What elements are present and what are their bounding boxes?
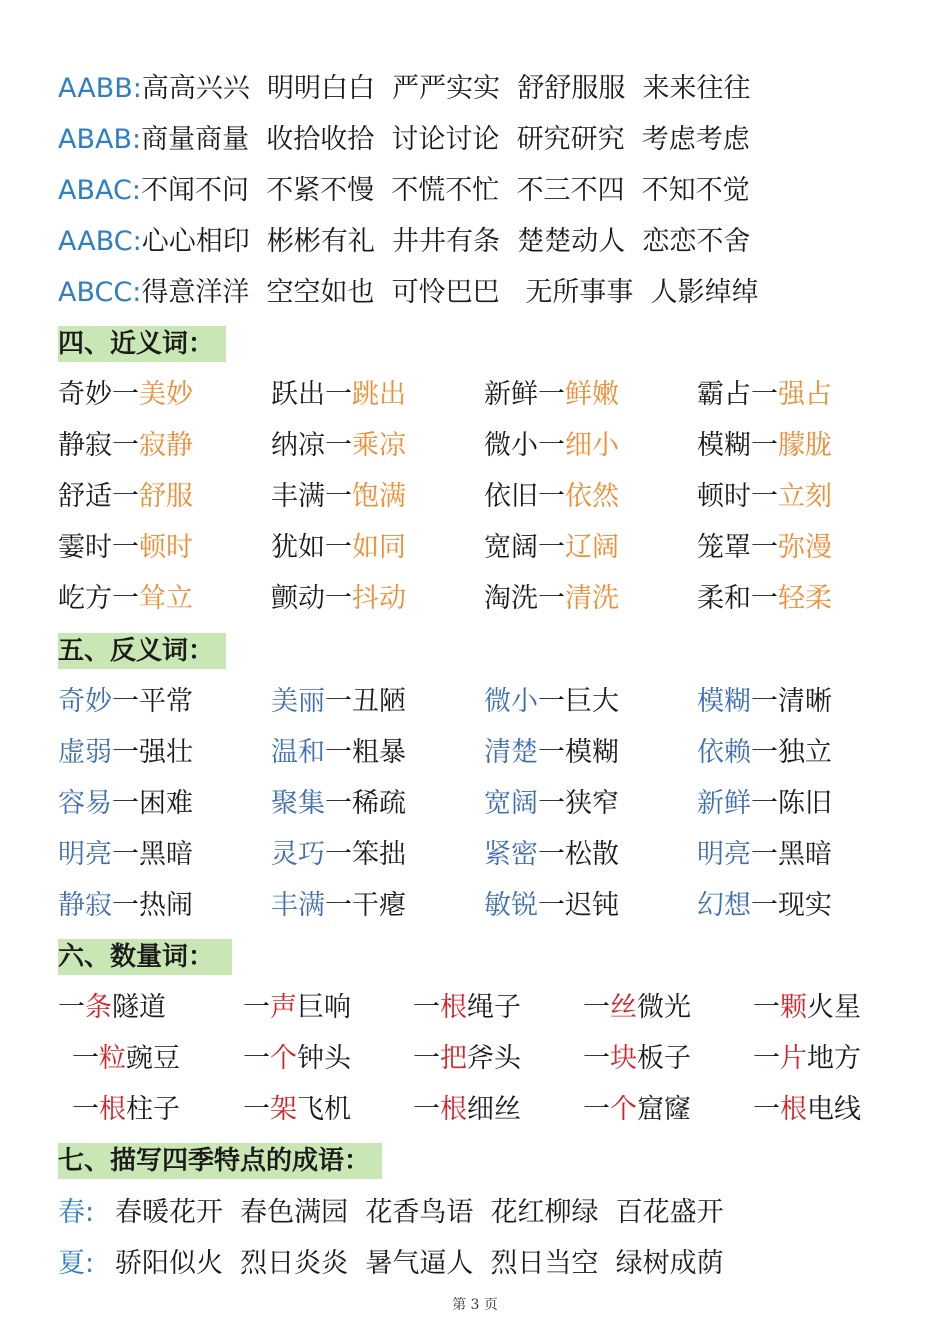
measure-word: 片 (780, 1043, 807, 1074)
measure-word: 粒 (99, 1043, 126, 1074)
antonym-pair (58, 735, 193, 771)
synonym-word: 新鲜一 (484, 379, 565, 410)
section-heading-antonyms: 五、反义词： (58, 633, 226, 669)
measure-noun: 钟头 (297, 1043, 351, 1074)
synonym-word: 宽阔一 (484, 532, 565, 563)
antonym-answer: 一迟钝 (538, 890, 619, 921)
antonym-word: 宽阔 (484, 788, 538, 819)
measure-prefix: 一 (753, 1094, 780, 1125)
synonym-pair (484, 581, 619, 617)
antonym-pair (484, 837, 619, 873)
measure-phrase (413, 990, 521, 1026)
antonym-row (0, 735, 950, 771)
synonym-pair (58, 530, 193, 566)
pattern-label: AABC: (58, 226, 142, 257)
synonym-pair (271, 428, 406, 464)
antonym-pair (58, 888, 193, 924)
pattern-line-abab (58, 122, 750, 158)
measure-phrase (753, 1092, 861, 1128)
pattern-text: 心心相印 彬彬有礼 井井有条 楚楚动人 恋恋不舍 (141, 226, 751, 257)
measure-word: 丝 (610, 992, 637, 1023)
measure-phrase (413, 1092, 521, 1128)
antonym-answer: 一独立 (751, 737, 832, 768)
measure-word: 个 (270, 1043, 297, 1074)
antonym-word: 温和 (271, 737, 325, 768)
measure-phrase (243, 990, 351, 1026)
pattern-text: 得意洋洋 空空如也 可怜巴巴 无所事事 人影绰绰 (141, 277, 759, 308)
pattern-label: ABAB: (58, 124, 142, 155)
antonym-pair (484, 684, 619, 720)
pattern-line-abac (58, 173, 750, 209)
antonym-word: 依赖 (697, 737, 751, 768)
season-label: 夏: (58, 1248, 95, 1279)
synonym-answer: 清洗 (565, 583, 619, 614)
synonym-answer: 朦胧 (778, 430, 832, 461)
antonym-answer: 一笨拙 (325, 839, 406, 870)
measure-prefix: 一 (583, 1094, 610, 1125)
synonym-answer: 依然 (565, 481, 619, 512)
measure-word: 根 (440, 992, 467, 1023)
synonym-word: 模糊一 (697, 430, 778, 461)
synonym-pair (484, 479, 619, 515)
measure-noun: 地方 (807, 1043, 861, 1074)
synonym-word: 丰满一 (271, 481, 352, 512)
synonym-answer: 乘凉 (352, 430, 406, 461)
antonym-pair (697, 786, 832, 822)
measure-phrase (753, 990, 861, 1026)
synonym-answer: 辽阔 (565, 532, 619, 563)
antonym-pair (271, 786, 406, 822)
synonym-pair (697, 377, 832, 413)
antonym-answer: 一陈旧 (751, 788, 832, 819)
synonym-word: 依旧一 (484, 481, 565, 512)
synonym-word: 微小一 (484, 430, 565, 461)
measure-noun: 绳子 (467, 992, 521, 1023)
synonym-answer: 美妙 (139, 379, 193, 410)
antonym-word: 虚弱 (58, 737, 112, 768)
measure-row (0, 990, 950, 1026)
synonym-row (0, 428, 950, 464)
synonym-answer: 如同 (352, 532, 406, 563)
synonym-pair (58, 581, 193, 617)
synonym-answer: 轻柔 (778, 583, 832, 614)
synonym-answer: 强占 (778, 379, 832, 410)
antonym-word: 敏锐 (484, 890, 538, 921)
measure-prefix: 一 (583, 992, 610, 1023)
antonym-answer: 一干瘪 (325, 890, 406, 921)
measure-word: 颗 (780, 992, 807, 1023)
measure-prefix: 一 (583, 1043, 610, 1074)
measure-word: 条 (85, 992, 112, 1023)
synonym-answer: 寂静 (139, 430, 193, 461)
antonym-answer: 一模糊 (538, 737, 619, 768)
synonym-row (0, 581, 950, 617)
measure-noun: 火星 (807, 992, 861, 1023)
synonym-answer: 舒服 (139, 481, 193, 512)
antonym-row (0, 684, 950, 720)
synonym-row (0, 479, 950, 515)
antonym-word: 灵巧 (271, 839, 325, 870)
measure-noun: 微光 (637, 992, 691, 1023)
synonym-row (0, 530, 950, 566)
synonym-pair (484, 377, 619, 413)
measure-phrase (583, 1092, 691, 1128)
antonym-word: 紧密 (484, 839, 538, 870)
antonym-word: 新鲜 (697, 788, 751, 819)
synonym-answer: 饱满 (352, 481, 406, 512)
measure-noun: 飞机 (297, 1094, 351, 1125)
synonym-word: 纳凉一 (271, 430, 352, 461)
antonym-word: 幻想 (697, 890, 751, 921)
synonym-pair (697, 479, 832, 515)
synonym-pair (271, 530, 406, 566)
synonym-pair (484, 530, 619, 566)
antonym-answer: 一丑陋 (325, 686, 406, 717)
measure-noun: 电线 (807, 1094, 861, 1125)
pattern-label: AABB: (58, 73, 142, 104)
antonym-pair (484, 735, 619, 771)
measure-word: 个 (610, 1094, 637, 1125)
antonym-word: 美丽 (271, 686, 325, 717)
antonym-pair (271, 684, 406, 720)
antonym-pair (697, 837, 832, 873)
season-text: 春暖花开 春色满园 花香鸟语 花红柳绿 百花盛开 (115, 1197, 724, 1228)
synonym-answer: 顿时 (139, 532, 193, 563)
measure-word: 根 (440, 1094, 467, 1125)
pattern-line-aabc (58, 224, 750, 260)
synonym-word: 笼罩一 (697, 532, 778, 563)
antonym-word: 清楚 (484, 737, 538, 768)
synonym-pair (271, 377, 406, 413)
antonym-answer: 一清晰 (751, 686, 832, 717)
measure-noun: 巨响 (297, 992, 351, 1023)
section-heading-synonyms: 四、近义词： (58, 326, 226, 362)
synonym-word: 静寂一 (58, 430, 139, 461)
synonym-word: 霎时一 (58, 532, 139, 563)
synonym-word: 犹如一 (271, 532, 352, 563)
antonym-answer: 一稀疏 (325, 788, 406, 819)
synonym-word: 霸占一 (697, 379, 778, 410)
antonym-answer: 一狭窄 (538, 788, 619, 819)
season-text: 骄阳似火 烈日炎炎 暑气逼人 烈日当空 绿树成荫 (115, 1248, 724, 1279)
measure-word: 根 (780, 1094, 807, 1125)
antonym-pair (58, 786, 193, 822)
antonym-answer: 一现实 (751, 890, 832, 921)
antonym-word: 明亮 (697, 839, 751, 870)
pattern-label: ABCC: (58, 277, 142, 308)
pattern-text: 高高兴兴 明明白白 严严实实 舒舒服服 来来往往 (141, 73, 751, 104)
antonym-row (0, 837, 950, 873)
antonym-row (0, 888, 950, 924)
synonym-word: 跃出一 (271, 379, 352, 410)
measure-word: 块 (610, 1043, 637, 1074)
antonym-answer: 一平常 (112, 686, 193, 717)
measure-word: 声 (270, 992, 297, 1023)
measure-prefix: 一 (243, 1094, 270, 1125)
antonym-pair (697, 684, 832, 720)
section-heading-measures: 六、数量词： (58, 939, 232, 975)
antonym-answer: 一热闹 (112, 890, 193, 921)
measure-prefix: 一 (413, 1094, 440, 1125)
antonym-pair (271, 888, 406, 924)
antonym-word: 模糊 (697, 686, 751, 717)
antonym-pair (484, 786, 619, 822)
synonym-word: 舒适一 (58, 481, 139, 512)
measure-phrase (583, 990, 691, 1026)
measure-noun: 柱子 (126, 1094, 180, 1125)
synonym-word: 顿时一 (697, 481, 778, 512)
measure-prefix: 一 (243, 992, 270, 1023)
synonym-answer: 鲜嫩 (565, 379, 619, 410)
measure-phrase (583, 1041, 691, 1077)
synonym-row (0, 377, 950, 413)
measure-noun: 豌豆 (126, 1043, 180, 1074)
measure-phrase (753, 1041, 861, 1077)
measure-prefix: 一 (72, 1094, 99, 1125)
measure-noun: 隧道 (112, 992, 166, 1023)
page-number: 第 3 页 (452, 1297, 498, 1313)
antonym-word: 奇妙 (58, 686, 112, 717)
antonym-word: 丰满 (271, 890, 325, 921)
measure-noun: 窟窿 (637, 1094, 691, 1125)
synonym-answer: 耸立 (139, 583, 193, 614)
antonym-pair (271, 837, 406, 873)
synonym-word: 淘洗一 (484, 583, 565, 614)
synonym-pair (58, 479, 193, 515)
antonym-pair (484, 888, 619, 924)
synonym-answer: 跳出 (352, 379, 406, 410)
measure-prefix: 一 (413, 992, 440, 1023)
synonym-pair (271, 581, 406, 617)
synonym-answer: 细小 (565, 430, 619, 461)
measure-phrase (58, 990, 166, 1026)
section-heading-seasons: 七、描写四季特点的成语： (58, 1143, 382, 1179)
antonym-answer: 一困难 (112, 788, 193, 819)
antonym-answer: 一粗暴 (325, 737, 406, 768)
synonym-answer: 弥漫 (778, 532, 832, 563)
antonym-word: 容易 (58, 788, 112, 819)
pattern-line-aabb (58, 71, 751, 107)
synonym-pair (58, 377, 193, 413)
measure-phrase (72, 1041, 180, 1077)
measure-noun: 斧头 (467, 1043, 521, 1074)
synonym-pair (697, 530, 832, 566)
measure-prefix: 一 (753, 992, 780, 1023)
measure-prefix: 一 (413, 1043, 440, 1074)
pattern-label: ABAC: (58, 175, 141, 206)
measure-word: 把 (440, 1043, 467, 1074)
measure-prefix: 一 (753, 1043, 780, 1074)
pattern-line-abcc (58, 275, 759, 311)
season-label: 春: (58, 1197, 95, 1228)
antonym-word: 静寂 (58, 890, 112, 921)
measure-prefix: 一 (58, 992, 85, 1023)
measure-word: 根 (99, 1094, 126, 1125)
antonym-row (0, 786, 950, 822)
measure-phrase (243, 1041, 351, 1077)
measure-noun: 细丝 (467, 1094, 521, 1125)
synonym-answer: 立刻 (778, 481, 832, 512)
synonym-word: 柔和一 (697, 583, 778, 614)
antonym-pair (697, 735, 832, 771)
antonym-pair (271, 735, 406, 771)
antonym-pair (58, 837, 193, 873)
antonym-pair (697, 888, 832, 924)
synonym-pair (697, 428, 832, 464)
measure-row (0, 1041, 950, 1077)
antonym-answer: 一黑暗 (112, 839, 193, 870)
measure-word: 架 (270, 1094, 297, 1125)
antonym-pair (58, 684, 193, 720)
synonym-word: 屹方一 (58, 583, 139, 614)
season-line-summer (58, 1246, 724, 1282)
antonym-answer: 一松散 (538, 839, 619, 870)
season-line-spring (58, 1195, 724, 1231)
measure-prefix: 一 (72, 1043, 99, 1074)
measure-phrase (413, 1041, 521, 1077)
measure-prefix: 一 (243, 1043, 270, 1074)
synonym-answer: 抖动 (352, 583, 406, 614)
antonym-answer: 一巨大 (538, 686, 619, 717)
pattern-text: 商量商量 收拾收拾 讨论讨论 研究研究 考虑考虑 (141, 124, 750, 155)
synonym-pair (697, 581, 832, 617)
measure-row (0, 1092, 950, 1128)
antonym-word: 明亮 (58, 839, 112, 870)
synonym-word: 颤动一 (271, 583, 352, 614)
synonym-word: 奇妙一 (58, 379, 139, 410)
synonym-pair (58, 428, 193, 464)
measure-phrase (243, 1092, 351, 1128)
antonym-word: 聚集 (271, 788, 325, 819)
measure-phrase (72, 1092, 180, 1128)
synonym-pair (484, 428, 619, 464)
measure-noun: 板子 (637, 1043, 691, 1074)
antonym-word: 微小 (484, 686, 538, 717)
antonym-answer: 一黑暗 (751, 839, 832, 870)
pattern-text: 不闻不问 不紧不慢 不慌不忙 不三不四 不知不觉 (140, 175, 750, 206)
synonym-pair (271, 479, 406, 515)
antonym-answer: 一强壮 (112, 737, 193, 768)
